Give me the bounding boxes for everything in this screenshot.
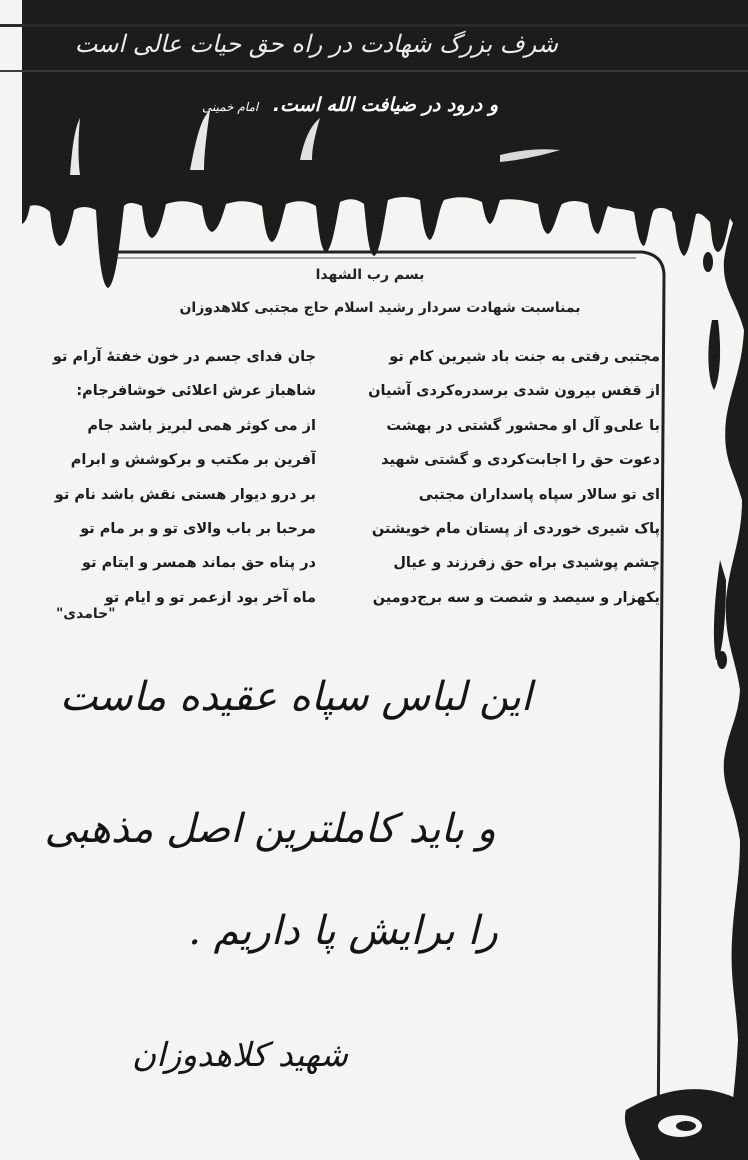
quote-line-1: این لباس سپاه عقیده ماست [59,674,532,720]
occasion-heading: بمناسبت شهادت سردار رشید اسلام حاج مجتبی کلاهدوزان [179,300,581,316]
poem-verse: یکهزار و سیصد و شصت و سه برج‌دومین [372,589,660,606]
poem-verse: پاک شیری خوردی از پستان مام خویشتن [371,520,660,537]
poem-verse: در پناه حق بماند همسر و ایتام تو [82,555,316,572]
poem-verse: از قفس بیرون شدی برسدره‌کردی آشیان [368,383,660,400]
poem-left-column [4,340,316,615]
quote-line-3: را برایش پا داریم . [188,908,498,954]
poem-verse: با علی‌و آل او محشور گشتی در بهشت [386,417,660,434]
poem-verse: ای تو سالار سپاه پاسداران مجتبی [418,486,660,503]
header-line-1: شرف بزرگ شهادت در راه حق حیات عالی است [74,30,558,58]
poem-verse: مرحبا بر باب والای تو و بر مام تو [80,520,316,537]
basmala-heading: بسم رب الشهدا [315,267,425,283]
header-quote: و درود در ضیافت الله است. [272,94,498,116]
corner-ornament [625,1089,748,1160]
header-line-2 [202,94,498,116]
poet-name: "حامدی" [56,606,116,622]
poem-verse: بر درو دیوار هستی نقش باشد نام تو [54,486,316,503]
poem-verse: چشم پوشیدی براه حق زفرزند و عیال [393,555,660,572]
quote-line-2: و باید کاملترین اصل مذهبی [44,806,496,852]
poem-verse: از می کوثر همی لبریز باشد جام [87,417,316,434]
poem-verse: آفرین بر مکتب و برکوشش و ابرام [70,452,316,469]
poem-right-column [330,340,660,615]
poem-verse: مجتبی رفتی به جنت باد شیرین کام تو [389,349,660,365]
quote-signature: شهید کلاهدوزان [131,1035,348,1074]
poem-verse: شاهباز عرش اعلائی خوشافرجام: [76,383,316,400]
poem-verse: جان فدای جسم در خون خفتهٔ آرام تو [52,349,316,365]
right-drip-column [672,150,748,1160]
poem-verse: ماه آخر بود ازعمر تو و ایام تو [104,589,316,606]
poem-verse: دعوت حق را اجابت‌کردی و گشتی شهید [381,452,660,469]
header-quote-source: امام خمینی [201,100,259,114]
